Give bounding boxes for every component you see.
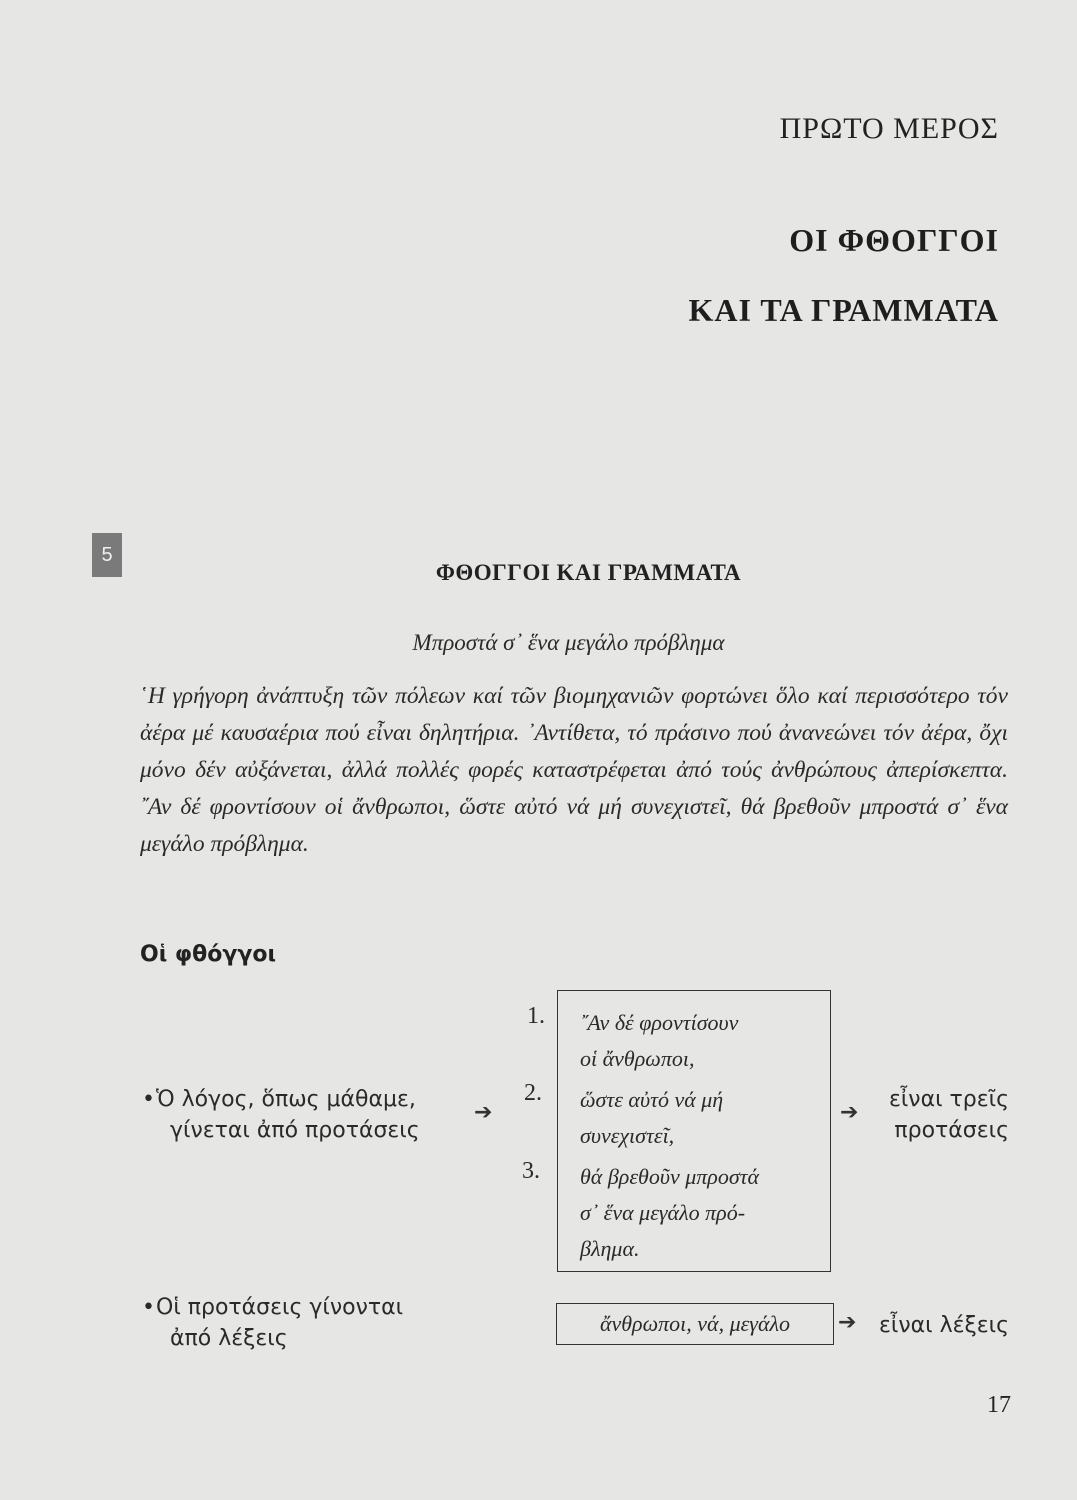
bullet1-line2: γίνεται ἀπό προτάσεις (170, 1118, 420, 1143)
bullet-speech-sentences (142, 1084, 420, 1146)
bullet-sentences-words (142, 1292, 403, 1354)
bullet2-line2: ἀπό λέξεις (170, 1326, 288, 1351)
result1-line2: προτάσεις (894, 1118, 1009, 1143)
sentence-2 (580, 1082, 723, 1154)
bullet-dot: • (142, 1295, 155, 1320)
arrow-right-icon: ➔ (474, 1100, 493, 1125)
page-number: 17 (987, 1392, 1011, 1418)
sentence-2-line-2: συνεχιστεῖ, (580, 1123, 675, 1148)
sentence-number-1: 1. (527, 1003, 545, 1029)
chapter-title-line-1: ΟΙ ΦΘΟΓΓΟΙ (789, 222, 999, 258)
sentence-3-line-3: βλημα. (580, 1236, 640, 1261)
sentence-number-2: 2. (524, 1080, 542, 1106)
reading-passage: ῾Η γρήγορη ἀνάπτυξη τῶν πόλεων καί τῶν βιομηχανιῶν φορτώνει ὅλο καί περισσότερο τόν ἀέρα μέ καυσαέρια πού εἶναι δηλητήρια. ᾽Αντίθετα, τό πράσινο πού ἀνανεώνει τόν ἀέρα, ὄχι μόνο δέν αὐξάνεται, ἀλλά πολλές φορές καταστρέφεται ἀπό τούς ἀνθρώπους ἀπερίσκεπτα. ῎Αν δέ φροντίσουν οἱ ἄνθρωποι, ὥστε αὐτό νά μή συνεχιστεῖ, θά βρεθοῦν μπροστά σ᾽ ἕνα μεγάλο πρόβλημα. (140, 683, 1008, 857)
sentence-2-line-1: ὥστε αὐτό νά μή (580, 1087, 724, 1112)
result-words: εἶναι λέξεις (879, 1313, 1009, 1338)
sentence-3-line-2: σ᾽ ἕνα μεγάλο πρό- (580, 1200, 746, 1225)
lesson-number-badge: 5 (92, 533, 122, 577)
sentence-number-3: 3. (522, 1158, 540, 1184)
sentence-1 (580, 1005, 738, 1077)
result-three-sentences (889, 1084, 1009, 1146)
bullet-dot: • (142, 1087, 155, 1112)
sentence-1-line-2: οἱ ἄνθρωποι, (580, 1046, 695, 1071)
bullet2-line1: Οἱ προτάσεις γίνονται (156, 1295, 404, 1320)
bullet1-line1: Ὁ λόγος, ὅπως μάθαμε, (156, 1087, 416, 1112)
sentence-3 (580, 1159, 759, 1267)
part-title: ΠΡΩΤΟ ΜΕΡΟΣ (779, 112, 999, 145)
chapter-title-line-2: ΚΑΙ ΤΑ ΓΡΑΜΜΑΤΑ (688, 292, 999, 328)
arrow-right-icon: ➔ (840, 1100, 859, 1125)
result1-line1: εἶναι τρεῖς (888, 1087, 1009, 1112)
sentence-1-line-1: ῎Αν δέ φροντίσουν (580, 1010, 739, 1035)
section-heading: Οἱ φθόγγοι (140, 942, 277, 967)
lesson-subtitle: Μπροστά σ᾽ ἕνα μεγάλο πρόβλημα (412, 630, 725, 655)
sentence-3-line-1: θά βρεθοῦν μπροστά (580, 1164, 760, 1189)
words-box: ἄνθρωποι, νά, μεγάλο (556, 1303, 834, 1345)
arrow-right-icon: ➔ (838, 1310, 857, 1335)
lesson-title: ΦΘΟΓΓΟΙ ΚΑΙ ΓΡΑΜΜΑΤΑ (435, 560, 742, 585)
